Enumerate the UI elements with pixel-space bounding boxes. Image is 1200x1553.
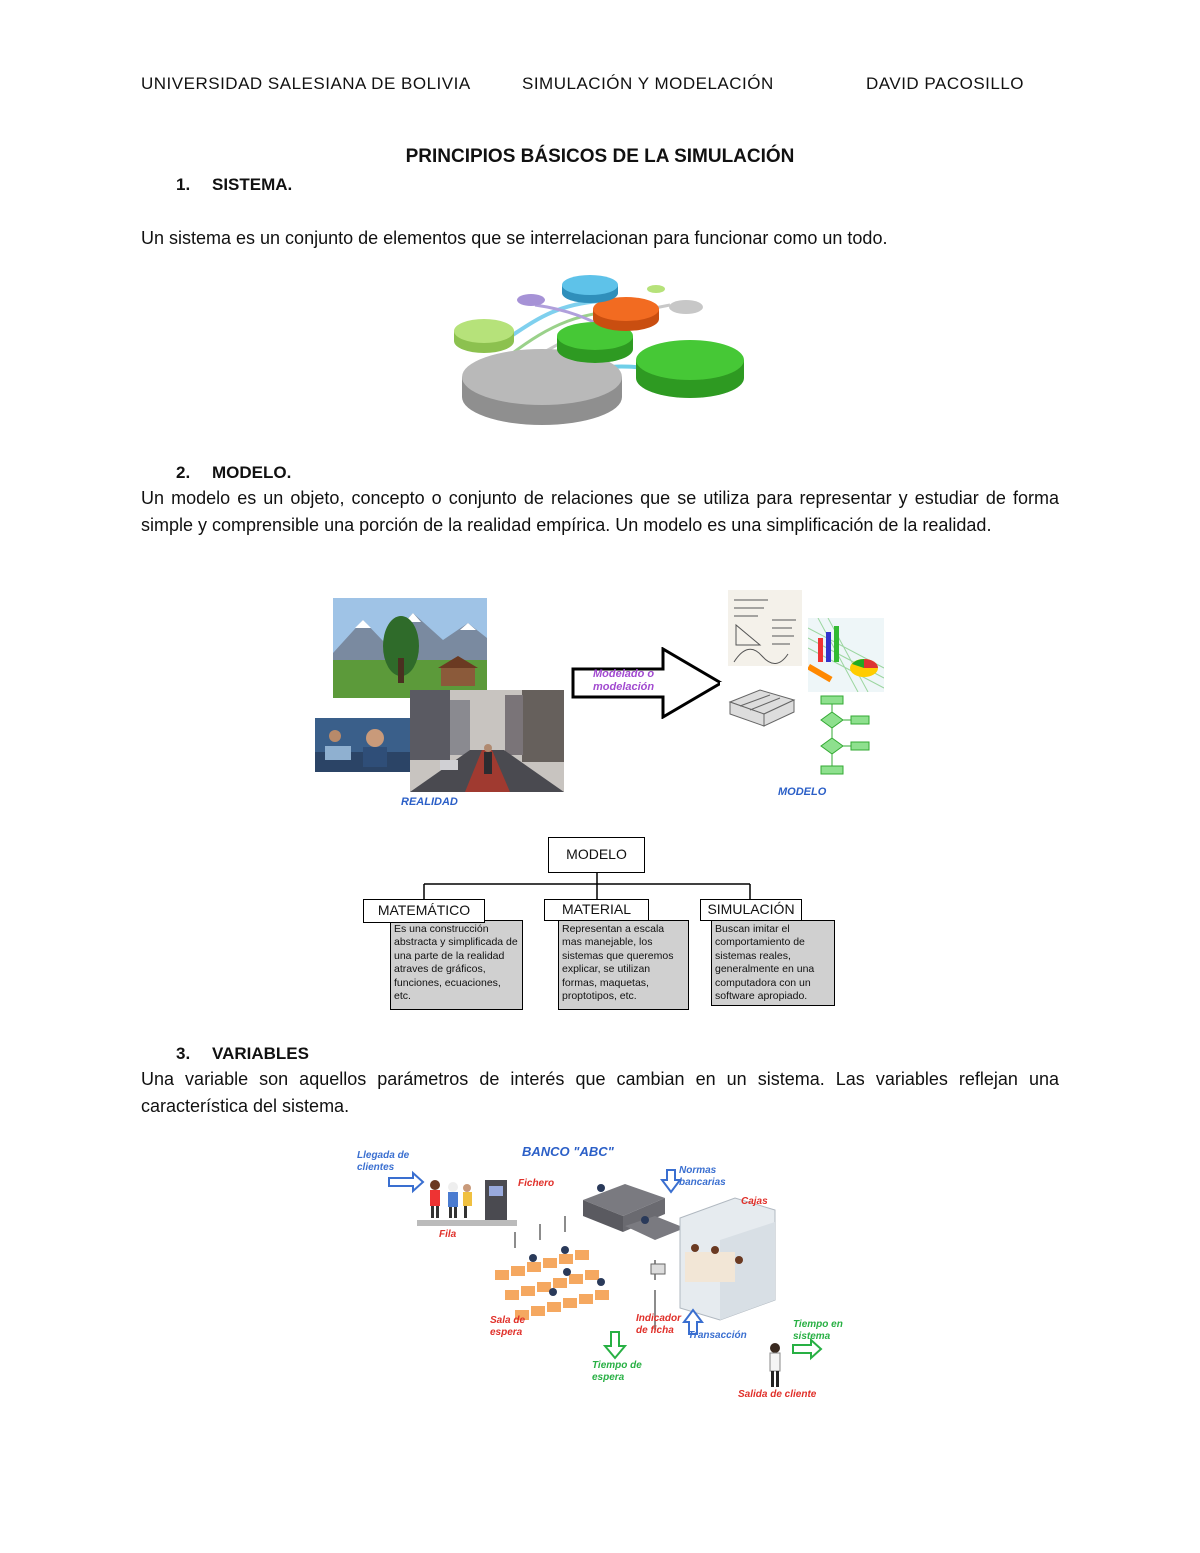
bank-title: BANCO "ABC" xyxy=(522,1144,614,1159)
small-gray-disk xyxy=(669,300,703,314)
model-caption: MODELO xyxy=(778,786,827,798)
paragraph-modelo: Un modelo es un objeto, concepto o conjunto de relaciones que se utiliza para representar y estudiar de forma simple y comprensible una porción de la realidad empírica. Un modelo es una simplificación de la realidad. xyxy=(141,488,1059,535)
tree-branch-material: MATERIAL xyxy=(544,899,649,921)
label-transaccion: Transacción xyxy=(688,1330,747,1341)
reality-caption: REALIDAD xyxy=(401,796,458,808)
label-tiempo-sistema: Tiempo en sistema xyxy=(793,1319,843,1342)
label-fila: Fila xyxy=(439,1229,457,1240)
desc-matematico: Es una construcción abstracta y simplificada de una parte de la realidad atraves de gráficos, funciones, ecuaciones, etc. xyxy=(390,920,523,1010)
label-normas: Normas bancarias xyxy=(679,1165,726,1188)
tree-root-modelo: MODELO xyxy=(548,837,645,873)
green-disk-large xyxy=(636,340,744,380)
desc-simulacion: Buscan imitar el comportamiento de sistemas reales, generalmente en una computadora con un software apropiado. xyxy=(711,920,835,1006)
tree-branch-simulacion: SIMULACIÓN xyxy=(700,899,802,921)
equations-image xyxy=(728,590,802,666)
section-title: VARIABLES xyxy=(212,1044,309,1063)
city-photo xyxy=(410,690,564,792)
3d-chart-image xyxy=(808,618,884,692)
label-fichero: Fichero xyxy=(518,1178,555,1189)
tree-branch-matematico: MATEMÁTICO xyxy=(363,899,485,923)
desc-material: Representan a escala mas manejable, los sistemas que queremos explicar, se utilizan formas, maquetas, proptotipos, etc. xyxy=(558,920,689,1010)
system-disks-illustration xyxy=(440,265,760,430)
mountain-photo xyxy=(333,598,487,698)
section-number: 2. xyxy=(176,463,191,482)
header-author: DAVID PACOSILLO xyxy=(866,74,1025,93)
reality-to-model-figure xyxy=(315,590,895,815)
label-tiempo-espera: Tiempo de espera xyxy=(592,1360,642,1383)
label-sala-espera: Sala de espera xyxy=(490,1315,526,1338)
arrow-label: Modelado o modelación xyxy=(593,668,655,693)
label-cajas: Cajas xyxy=(741,1196,768,1207)
bank-figure xyxy=(355,1140,855,1410)
paragraph-variables: Una variable son aquellos parámetros de interés que cambian en un sistema. Las variables reflejan una característica del sistema. xyxy=(141,1069,1059,1116)
page-title: PRINCIPIOS BÁSICOS DE LA SIMULACIÓN xyxy=(405,146,795,167)
label-indicador: Indicador de ficha xyxy=(636,1313,682,1336)
section-number: 3. xyxy=(176,1044,191,1063)
section-heading-modelo xyxy=(176,463,291,483)
label-salida: Salida de cliente xyxy=(738,1389,817,1400)
paragraph-sistema: Un sistema es un conjunto de elementos que se interrelacionan para funcionar como un todo. xyxy=(141,228,888,248)
section-title: SISTEMA. xyxy=(212,175,293,194)
section-number: 1. xyxy=(176,175,191,194)
header-institution: UNIVERSIDAD SALESIANA DE BOLIVIA xyxy=(141,74,471,93)
floorplan-image xyxy=(720,682,804,730)
flowchart-image xyxy=(809,694,873,782)
blue-disk xyxy=(562,275,618,295)
purple-disk xyxy=(517,294,545,306)
label-llegada: Llegada de clientes xyxy=(357,1150,410,1173)
tiny-green-disk xyxy=(647,285,665,293)
section-heading-sistema xyxy=(176,175,292,195)
section-heading-variables xyxy=(176,1044,309,1064)
header-course: SIMULACIÓN Y MODELACIÓN xyxy=(522,74,774,93)
office-photo xyxy=(315,718,419,772)
section-title: MODELO. xyxy=(212,463,292,482)
lightgreen-disk xyxy=(454,319,514,343)
